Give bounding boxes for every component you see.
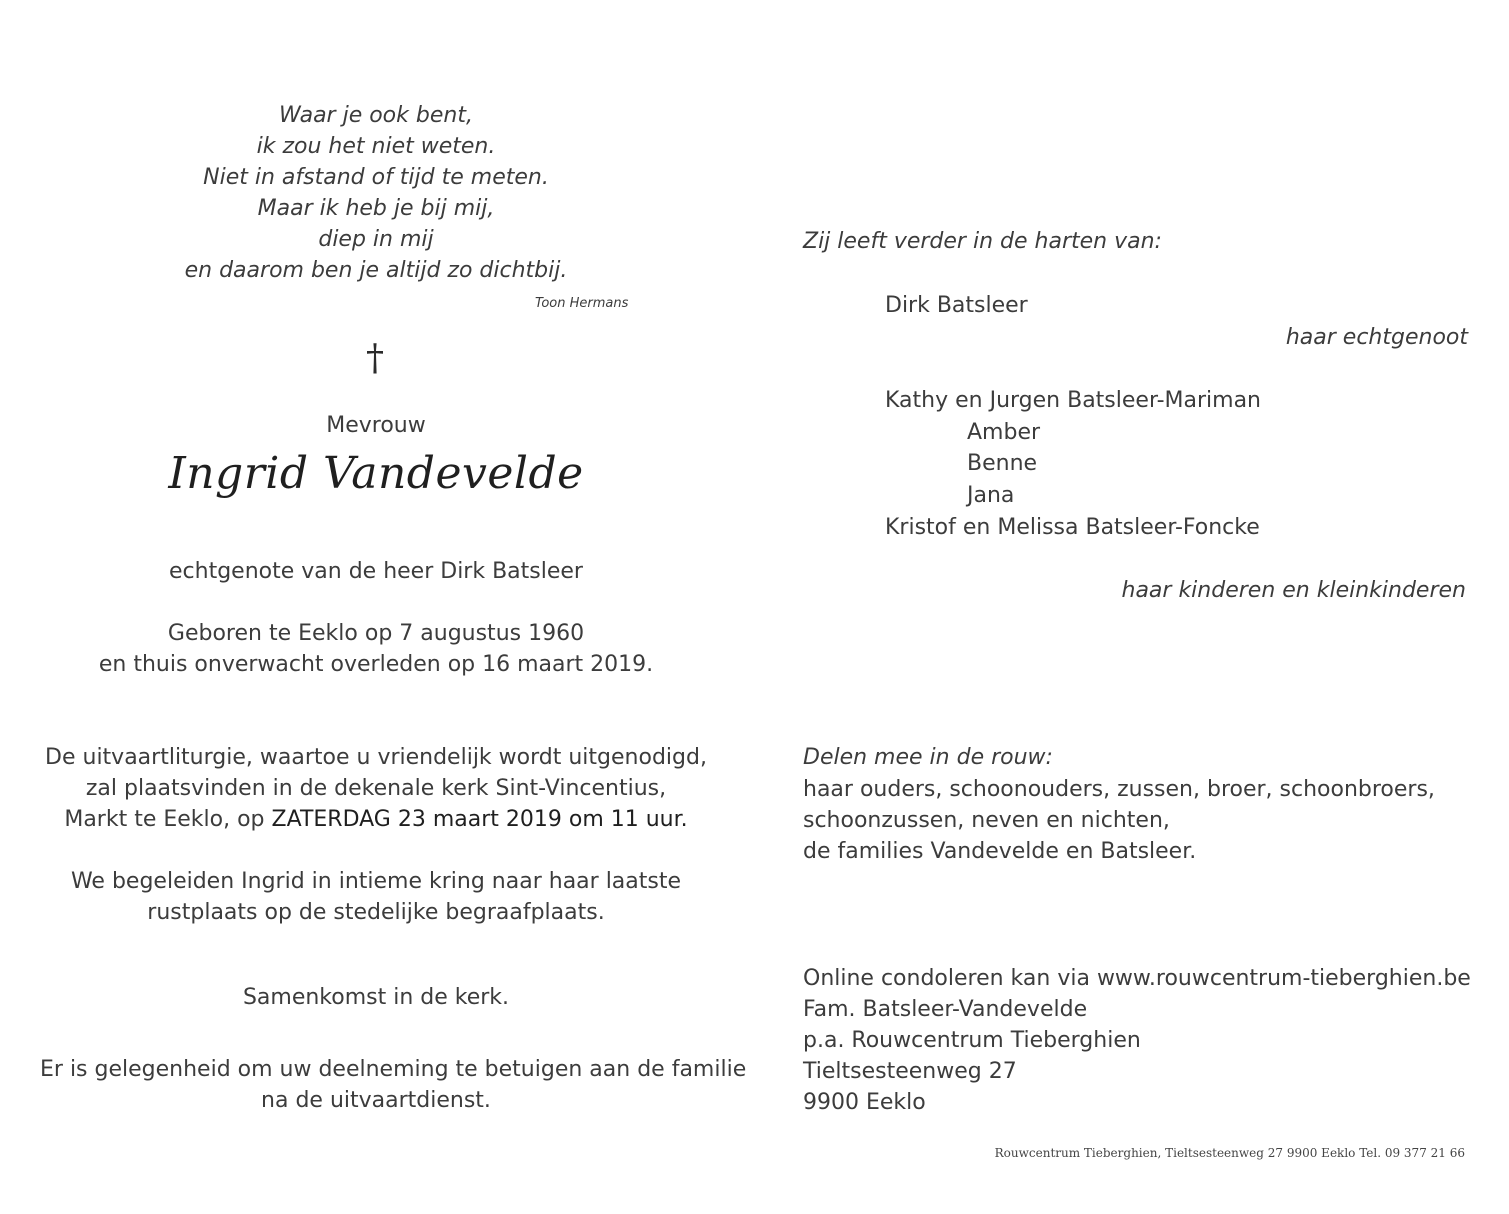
- grandchild-name: Jana: [967, 483, 1015, 508]
- funeral-line: zal plaatsvinden in de dekenale kerk Sint-Vincentius,: [85, 776, 667, 801]
- contact-line: Fam. Batsleer-Vandevelde: [803, 997, 1088, 1022]
- share-line: schoonzussen, neven en nichten,: [803, 808, 1170, 833]
- funeral-info: [40, 742, 712, 835]
- died-line: en thuis onverwacht overleden op 16 maart 2019.: [98, 652, 654, 677]
- funeral-line: De uitvaartliturgie, waartoe u vriendelijk wordt uitgenodigd,: [45, 745, 707, 770]
- poem-line: Waar je ook bent,: [279, 103, 473, 128]
- contact-line: Tieltsesteenweg 27: [803, 1059, 1017, 1084]
- share-line: haar ouders, schoonouders, zussen, broer, schoonbroers,: [803, 777, 1435, 802]
- poem-author: Toon Hermans: [535, 296, 629, 311]
- contact-line: 9900 Eeklo: [803, 1090, 926, 1115]
- poem-line: en daarom ben je altijd zo dichtbij.: [184, 258, 568, 283]
- funeral-date: ZATERDAG 23 maart 2019 om 11 uur.: [271, 807, 688, 832]
- poem-line: diep in mij: [318, 227, 434, 252]
- funeral-location: Markt te Eeklo, op: [64, 807, 272, 832]
- contact-line: Online condoleren kan via www.rouwcentrum-tieberghien.be: [803, 966, 1471, 991]
- burial-info: [40, 866, 712, 928]
- share-line: de families Vandevelde en Batsleer.: [803, 839, 1197, 864]
- deceased-title: Mevrouw: [326, 413, 426, 438]
- poem-line: Niet in afstand of tijd te meten.: [203, 165, 549, 190]
- husband-role: haar echtgenoot: [1285, 325, 1468, 350]
- funeral-line: [40, 804, 712, 835]
- share-heading: Delen mee in de rouw:: [803, 745, 1053, 770]
- condolence-line: na de uitvaartdienst.: [261, 1088, 491, 1113]
- contact-line: p.a. Rouwcentrum Tieberghien: [803, 1028, 1141, 1053]
- poem-line: Maar ik heb je bij mij,: [257, 196, 495, 221]
- spouse-line: echtgenote van de heer Dirk Batsleer: [169, 559, 583, 584]
- deceased-name: Ingrid Vandevelde: [168, 448, 584, 499]
- condolence-line: Er is gelegenheid om uw deelneming te betuigen aan de familie: [40, 1057, 747, 1082]
- footer-address: Rouwcentrum Tieberghien, Tieltsesteenweg 27 9900 Eeklo Tel. 09 377 21 66: [994, 1146, 1465, 1160]
- share-list: [803, 774, 1435, 867]
- contact-info: [803, 963, 1471, 1118]
- children-role: haar kinderen en kleinkinderen: [1121, 578, 1466, 603]
- life-dates: [40, 618, 712, 680]
- grandchild-name: Amber: [967, 420, 1041, 445]
- burial-line: We begeleiden Ingrid in intieme kring naar haar laatste: [70, 869, 682, 894]
- burial-line: rustplaats op de stedelijke begraafplaats.: [147, 900, 605, 925]
- gathering-line: Samenkomst in de kerk.: [242, 985, 510, 1010]
- grandchild-name: Benne: [967, 451, 1038, 476]
- condolence-info: [40, 1054, 747, 1116]
- poem: [150, 100, 602, 286]
- born-line: Geboren te Eeklo op 7 augustus 1960: [167, 621, 585, 646]
- child-family-1: Kathy en Jurgen Batsleer-Mariman: [885, 388, 1261, 413]
- lives-on-heading: Zij leeft verder in de harten van:: [803, 229, 1162, 254]
- cross-icon: †: [366, 338, 384, 379]
- husband-name: Dirk Batsleer: [885, 293, 1028, 318]
- poem-line: ik zou het niet weten.: [256, 134, 496, 159]
- child-family-2: Kristof en Melissa Batsleer-Foncke: [885, 515, 1260, 540]
